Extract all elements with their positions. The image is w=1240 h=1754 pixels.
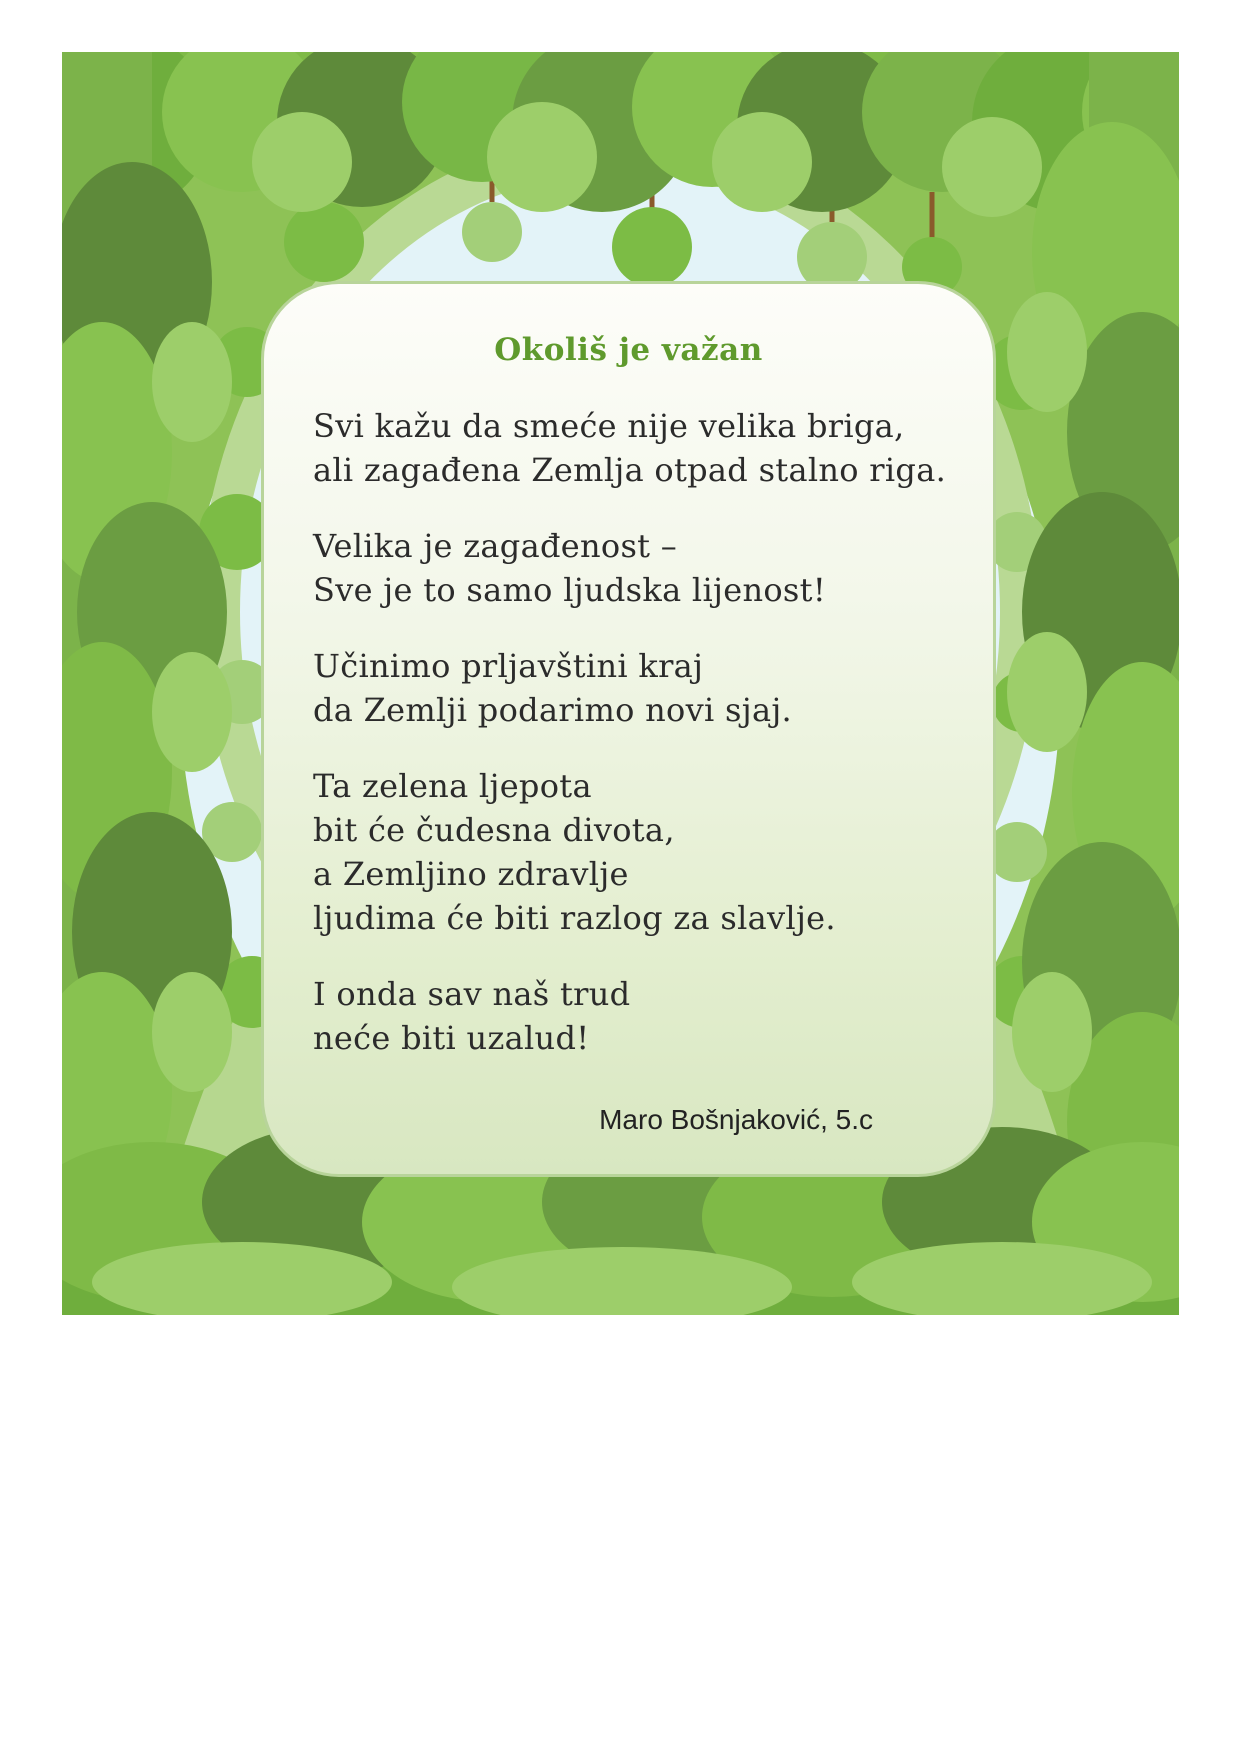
poem-line: da Zemlji podarimo novi sjaj. — [313, 691, 793, 729]
poem-line: ali zagađena Zemlja otpad stalno riga. — [313, 451, 947, 489]
poem-line: I onda sav naš trud — [313, 975, 631, 1013]
top-canopy — [62, 52, 1179, 217]
stanza-5 — [313, 972, 973, 1060]
poem-line: a Zemljino zdravlje — [313, 855, 629, 893]
poem-line: Učinimo prljavštini kraj — [313, 647, 704, 685]
poem-line: neće biti uzalud! — [313, 1019, 590, 1057]
stanza-3 — [313, 644, 973, 732]
poem-title: Okoliš je važan — [494, 332, 763, 368]
poem-body — [313, 404, 973, 1092]
poem-line: Ta zelena ljepota — [313, 767, 592, 805]
poem-line: Sve je to samo ljudska lijenost! — [313, 571, 826, 609]
stanza-1 — [313, 404, 973, 492]
poem-line: Velika je zagađenost – — [313, 527, 678, 565]
poem-line: ljudima će biti razlog za slavlje. — [313, 899, 836, 937]
poem-line: bit će čudesna divota, — [313, 811, 675, 849]
stanza-4 — [313, 764, 973, 940]
poem-author: Maro Bošnjaković, 5.c — [599, 1104, 873, 1135]
poem-line: Svi kažu da smeće nije velika briga, — [313, 407, 905, 445]
stanza-2 — [313, 524, 973, 612]
poem-card — [261, 281, 996, 1177]
forest-frame — [62, 52, 1179, 1315]
